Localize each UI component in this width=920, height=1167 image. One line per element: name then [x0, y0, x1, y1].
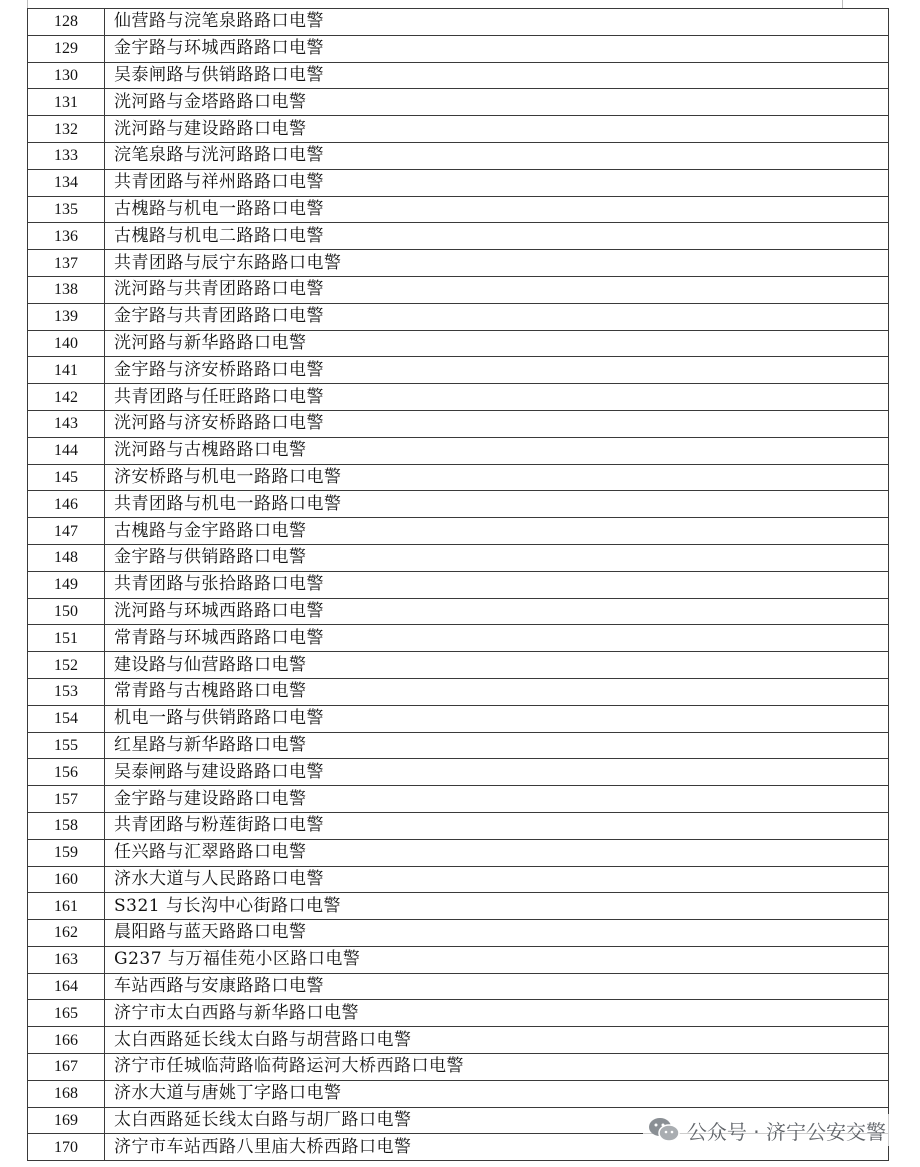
table-row — [28, 35, 889, 62]
intersection-name: 共青团路与张拾路路口电警 — [105, 571, 889, 598]
table-row — [28, 732, 889, 759]
table-row — [28, 223, 889, 250]
table-row — [28, 839, 889, 866]
row-number: 129 — [28, 35, 105, 62]
table-row — [28, 250, 889, 277]
row-number: 136 — [28, 223, 105, 250]
row-number: 146 — [28, 491, 105, 518]
table-row — [28, 518, 889, 545]
intersection-name: 济水大道与唐姚丁字路口电警 — [105, 1080, 889, 1107]
table-row — [28, 303, 889, 330]
table-row — [28, 652, 889, 679]
intersection-name: 古槐路与金宇路路口电警 — [105, 518, 889, 545]
page-edge-tick — [842, 0, 843, 8]
intersection-name: 济宁市车站西路八里庙大桥西路口电警 — [105, 1134, 889, 1161]
row-number: 158 — [28, 812, 105, 839]
row-number: 144 — [28, 437, 105, 464]
table-row — [28, 1054, 889, 1081]
row-number: 140 — [28, 330, 105, 357]
row-number: 155 — [28, 732, 105, 759]
table-row — [28, 705, 889, 732]
intersection-name: 共青团路与粉莲街路口电警 — [105, 812, 889, 839]
table-row — [28, 946, 889, 973]
intersection-name: 共青团路与机电一路路口电警 — [105, 491, 889, 518]
intersection-name: 古槐路与机电一路路口电警 — [105, 196, 889, 223]
row-number: 139 — [28, 303, 105, 330]
row-number: 157 — [28, 786, 105, 813]
table-row — [28, 893, 889, 920]
intersection-name: 红星路与新华路路口电警 — [105, 732, 889, 759]
intersection-camera-table — [27, 8, 889, 1161]
intersection-name: 洸河路与金塔路路口电警 — [105, 89, 889, 116]
row-number: 148 — [28, 544, 105, 571]
row-number: 134 — [28, 169, 105, 196]
table-row — [28, 9, 889, 36]
row-number: 142 — [28, 384, 105, 411]
table-row — [28, 786, 889, 813]
intersection-name: 常青路与环城西路路口电警 — [105, 625, 889, 652]
intersection-name: 洸河路与建设路路口电警 — [105, 116, 889, 143]
row-number: 138 — [28, 276, 105, 303]
table-body — [28, 9, 889, 1161]
table-row — [28, 116, 889, 143]
row-number: 163 — [28, 946, 105, 973]
row-number: 169 — [28, 1107, 105, 1134]
intersection-name: 金宇路与济安桥路路口电警 — [105, 357, 889, 384]
table-row — [28, 544, 889, 571]
table-row — [28, 410, 889, 437]
intersection-name: 洸河路与新华路路口电警 — [105, 330, 889, 357]
table-row — [28, 920, 889, 947]
row-number: 151 — [28, 625, 105, 652]
table-row — [28, 384, 889, 411]
top-edge-marks — [0, 0, 920, 8]
row-number: 156 — [28, 759, 105, 786]
row-number: 143 — [28, 410, 105, 437]
row-number: 133 — [28, 142, 105, 169]
intersection-name: 洸河路与古槐路路口电警 — [105, 437, 889, 464]
row-number: 160 — [28, 866, 105, 893]
row-number: 161 — [28, 893, 105, 920]
intersection-name: 济宁市太白西路与新华路口电警 — [105, 1000, 889, 1027]
intersection-name: 浣笔泉路与洸河路路口电警 — [105, 142, 889, 169]
intersection-name: 洸河路与共青团路路口电警 — [105, 276, 889, 303]
table-row — [28, 276, 889, 303]
table-row — [28, 973, 889, 1000]
row-number: 131 — [28, 89, 105, 116]
table-row — [28, 678, 889, 705]
table-row — [28, 812, 889, 839]
row-number: 166 — [28, 1027, 105, 1054]
table-row — [28, 1027, 889, 1054]
intersection-name: 洸河路与环城西路路口电警 — [105, 598, 889, 625]
intersection-name: 常青路与古槐路路口电警 — [105, 678, 889, 705]
table-row — [28, 625, 889, 652]
watermark — [643, 1114, 890, 1146]
row-number: 164 — [28, 973, 105, 1000]
row-number: 149 — [28, 571, 105, 598]
table-row — [28, 1080, 889, 1107]
page-edge-tick — [27, 0, 28, 8]
intersection-name: 建设路与仙营路路口电警 — [105, 652, 889, 679]
intersection-name: 洸河路与济安桥路路口电警 — [105, 410, 889, 437]
row-number: 170 — [28, 1134, 105, 1161]
row-number: 132 — [28, 116, 105, 143]
table-row — [28, 759, 889, 786]
table-row — [28, 491, 889, 518]
table-row — [28, 89, 889, 116]
intersection-name: 金宇路与共青团路路口电警 — [105, 303, 889, 330]
intersection-name: 济水大道与人民路路口电警 — [105, 866, 889, 893]
table-row — [28, 142, 889, 169]
intersection-name: 济宁市任城临菏路临荷路运河大桥西路口电警 — [105, 1054, 889, 1081]
table-row — [28, 62, 889, 89]
intersection-name: 仙营路与浣笔泉路路口电警 — [105, 9, 889, 36]
row-number: 152 — [28, 652, 105, 679]
intersection-name: 车站西路与安康路路口电警 — [105, 973, 889, 1000]
table-row — [28, 598, 889, 625]
intersection-name: 共青团路与任旺路路口电警 — [105, 384, 889, 411]
intersection-name: 济安桥路与机电一路路口电警 — [105, 464, 889, 491]
row-number: 159 — [28, 839, 105, 866]
row-number: 137 — [28, 250, 105, 277]
row-number: 141 — [28, 357, 105, 384]
table-row — [28, 1000, 889, 1027]
intersection-name: 金宇路与环城西路路口电警 — [105, 35, 889, 62]
intersection-name: 金宇路与建设路路口电警 — [105, 786, 889, 813]
row-number: 168 — [28, 1080, 105, 1107]
table-row — [28, 866, 889, 893]
intersection-name: 晨阳路与蓝天路路口电警 — [105, 920, 889, 947]
row-number: 147 — [28, 518, 105, 545]
row-number: 154 — [28, 705, 105, 732]
table-row — [28, 196, 889, 223]
intersection-name: 吴泰闸路与建设路路口电警 — [105, 759, 889, 786]
row-number: 165 — [28, 1000, 105, 1027]
intersection-name: 机电一路与供销路路口电警 — [105, 705, 889, 732]
intersection-name: 共青团路与辰宁东路路口电警 — [105, 250, 889, 277]
row-number: 162 — [28, 920, 105, 947]
intersection-name: 吴泰闸路与供销路路口电警 — [105, 62, 889, 89]
intersection-name: 古槐路与机电二路路口电警 — [105, 223, 889, 250]
row-number: 153 — [28, 678, 105, 705]
row-number: 167 — [28, 1054, 105, 1081]
row-number: 130 — [28, 62, 105, 89]
table-row — [28, 571, 889, 598]
table-row — [28, 357, 889, 384]
table-row — [28, 437, 889, 464]
wechat-icon — [647, 1116, 681, 1144]
table-row — [28, 464, 889, 491]
row-number: 150 — [28, 598, 105, 625]
row-number: 145 — [28, 464, 105, 491]
intersection-name: 太白西路延长线太白路与胡厂路口电警 — [105, 1107, 889, 1134]
table-row — [28, 169, 889, 196]
row-number: 128 — [28, 9, 105, 36]
intersection-name: S321 与长沟中心街路口电警 — [105, 893, 889, 920]
intersection-name: 任兴路与汇翠路路口电警 — [105, 839, 889, 866]
intersection-name: 共青团路与祥州路路口电警 — [105, 169, 889, 196]
intersection-name: 太白西路延长线太白路与胡营路口电警 — [105, 1027, 889, 1054]
watermark-text: 公众号 · 济宁公安交警 — [686, 1119, 886, 1144]
intersection-name: G237 与万福佳苑小区路口电警 — [105, 946, 889, 973]
table-row — [28, 330, 889, 357]
row-number: 135 — [28, 196, 105, 223]
intersection-name: 金宇路与供销路路口电警 — [105, 544, 889, 571]
